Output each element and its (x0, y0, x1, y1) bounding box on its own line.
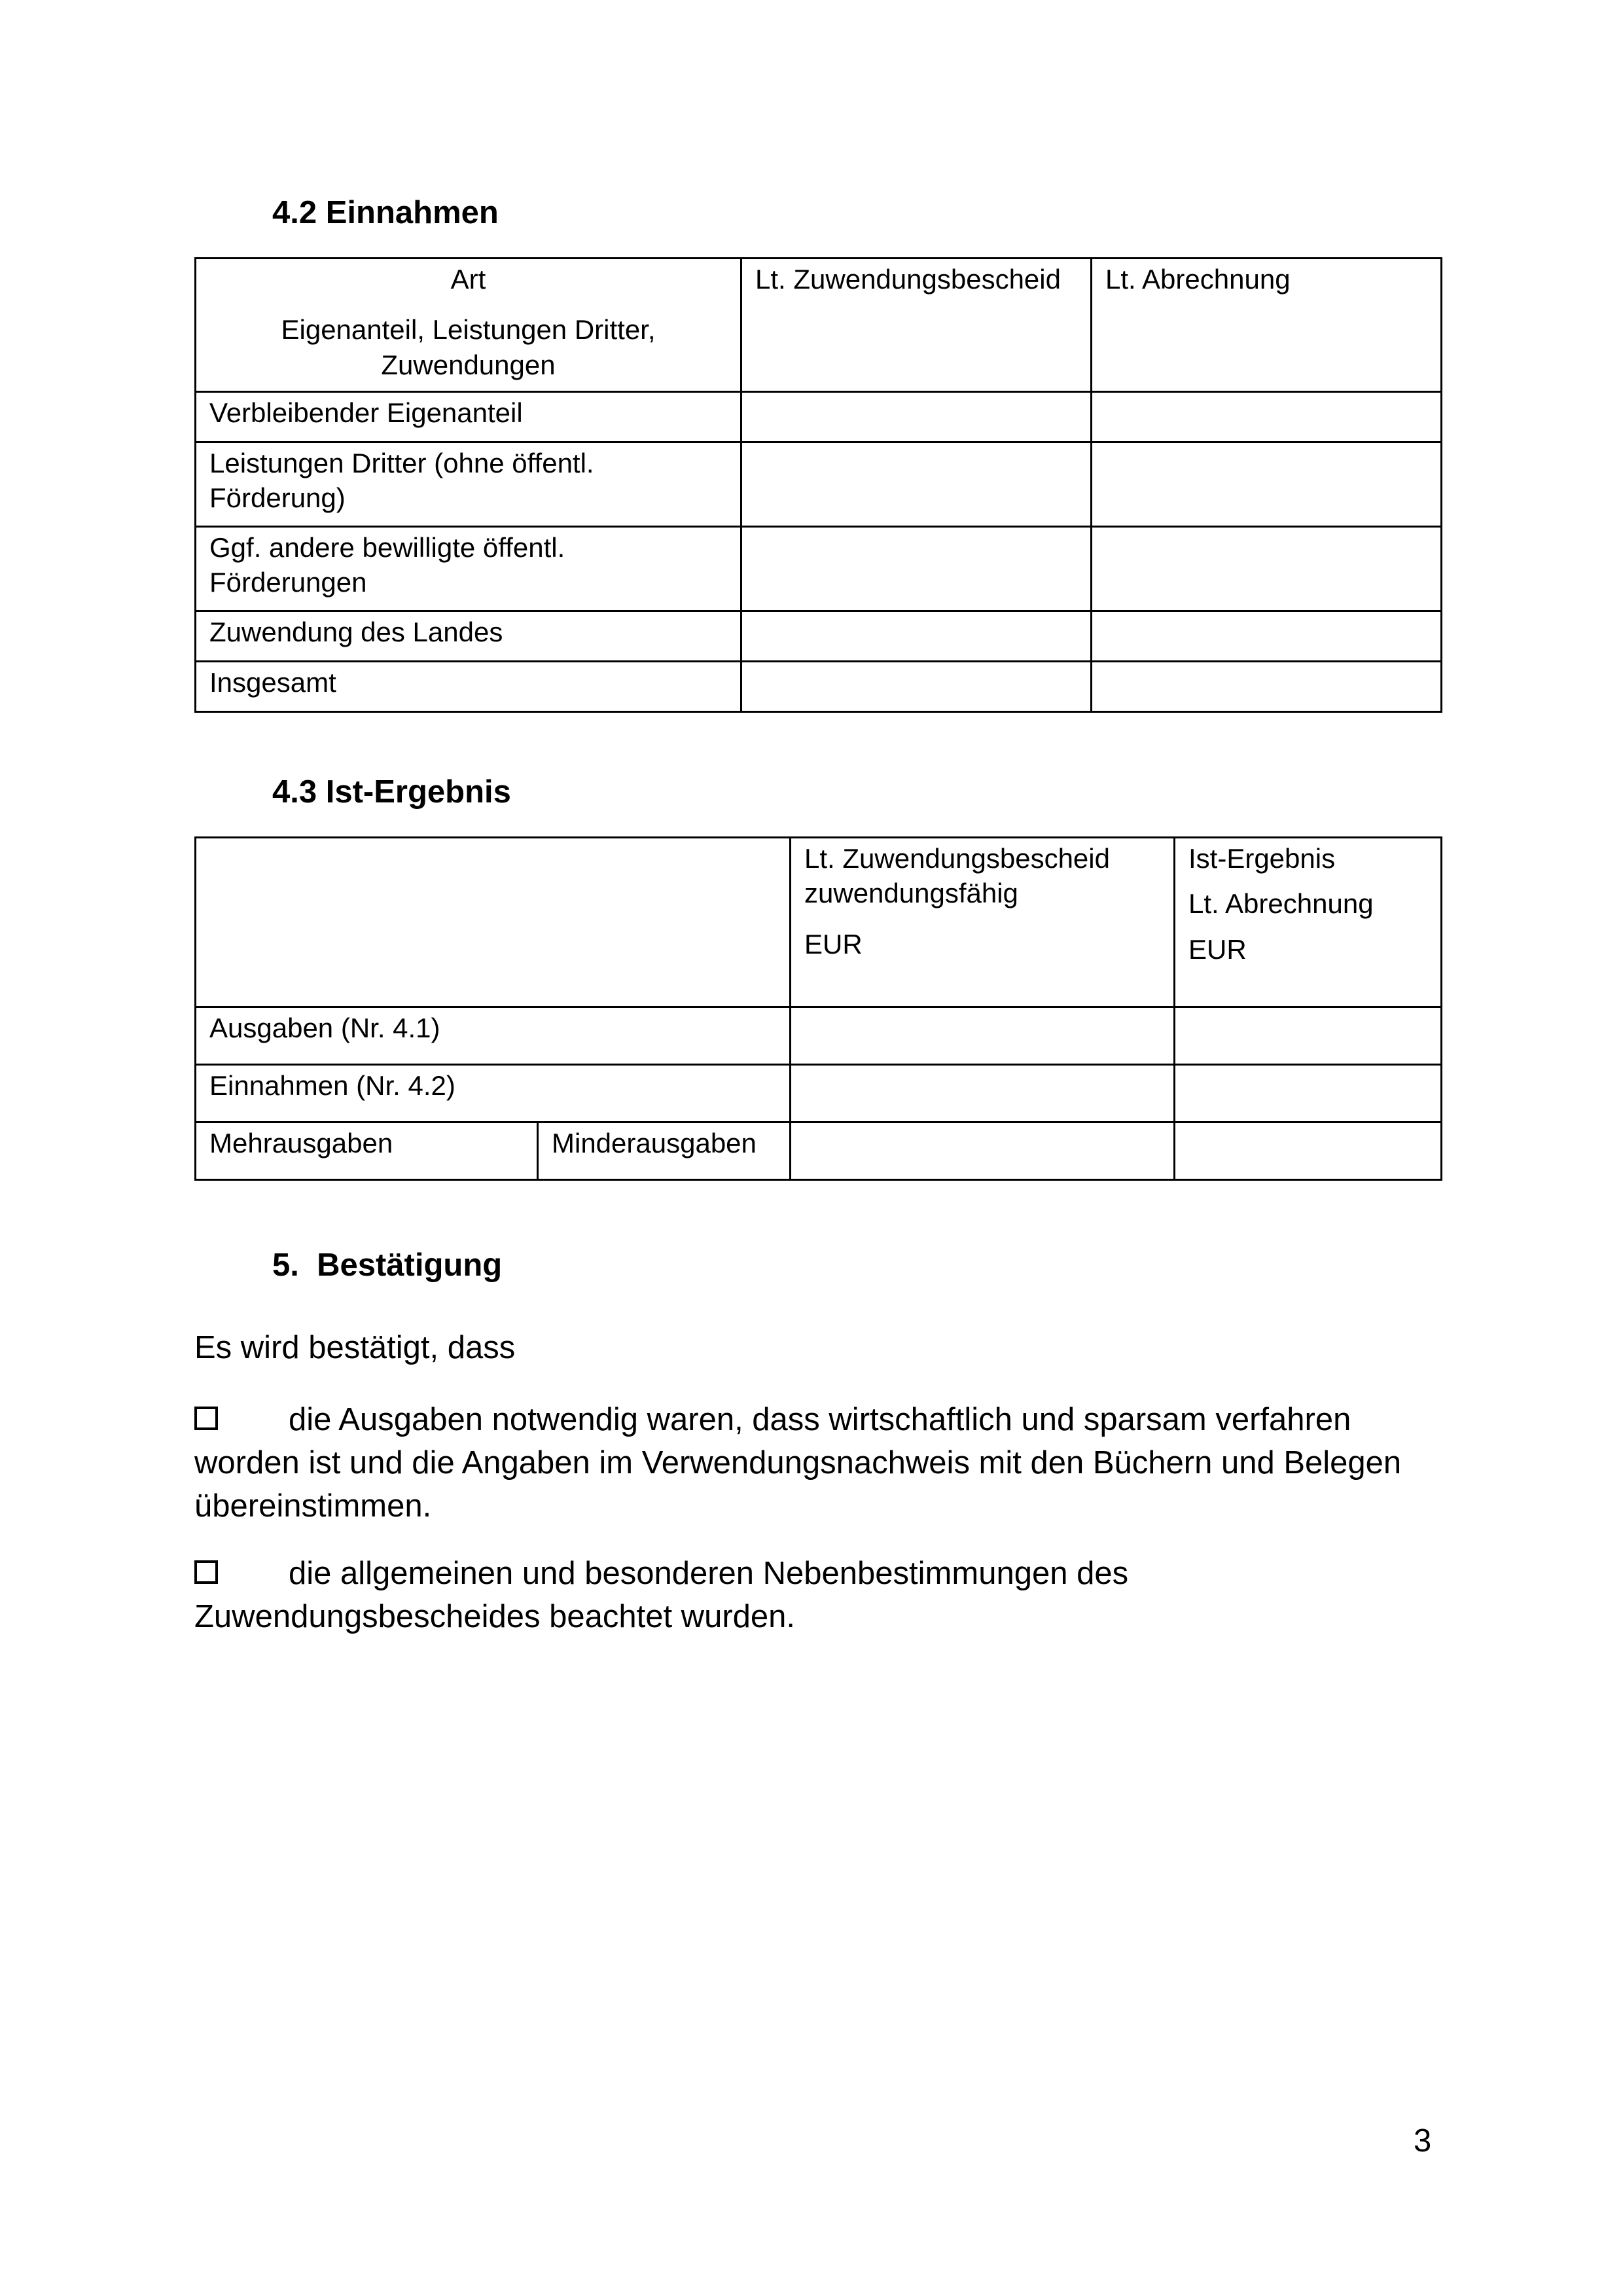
section-heading-bestaetigung: 5. Bestätigung (272, 1247, 503, 1283)
ist-header-bescheid (791, 838, 1175, 1007)
ist-line1: Ist-Ergebnis (1188, 843, 1336, 874)
einnahmen-header-row (196, 259, 1442, 392)
bescheid-line1: Lt. Zuwendungsbescheid (804, 843, 1110, 874)
row-label-mehrausgaben: Mehrausgaben (196, 1122, 538, 1180)
input-cell-bescheid[interactable] (741, 442, 1092, 527)
confirmation-intro: Es wird bestätigt, dass (194, 1330, 516, 1365)
ist-header-ist (1175, 838, 1442, 1007)
bescheid-line2: zuwendungsfähig (804, 878, 1018, 909)
einnahmen-header-art (196, 259, 741, 392)
section-heading-ist-ergebnis: 4.3 Ist-Ergebnis (272, 774, 511, 810)
input-cell-ist[interactable] (1175, 1122, 1442, 1180)
input-cell-abrechnung[interactable] (1092, 611, 1442, 662)
table-row (196, 611, 1442, 662)
header-art-subtitle: Eigenanteil, Leistungen Dritter, Zuwendungen (281, 314, 656, 380)
header-art-label: Art (450, 264, 486, 295)
row-label: Verbleibender Eigenanteil (196, 392, 741, 442)
confirmation-item (194, 1398, 1451, 1528)
input-cell-abrechnung[interactable] (1092, 662, 1442, 712)
input-cell-bescheid[interactable] (791, 1065, 1175, 1122)
row-label: Zuwendung des Landes (196, 611, 741, 662)
bescheid-unit: EUR (804, 928, 863, 960)
table-row (196, 662, 1442, 712)
table-row (196, 527, 1442, 611)
table-row (196, 392, 1442, 442)
einnahmen-table (194, 257, 1442, 713)
input-cell-bescheid[interactable] (741, 392, 1092, 442)
input-cell-abrechnung[interactable] (1092, 527, 1442, 611)
input-cell-abrechnung[interactable] (1092, 392, 1442, 442)
table-row (196, 442, 1442, 527)
ist-line2: Lt. Abrechnung (1188, 888, 1374, 920)
table-row (196, 1122, 1442, 1180)
row-label-minderausgaben: Minderausgaben (538, 1122, 791, 1180)
section-heading-einnahmen: 4.2 Einnahmen (272, 195, 499, 230)
header-col-bescheid: Lt. Zuwendungsbescheid (741, 259, 1092, 392)
confirmation-item-text: die Ausgaben notwendig waren, dass wirtschaftlich und sparsam verfahren worden ist und die Angaben im Verwendungsnachweis mit den Büchern und Belegen übereinstimmen. (194, 1402, 1402, 1524)
ist-header-empty (196, 838, 791, 1007)
input-cell-bescheid[interactable] (791, 1122, 1175, 1180)
confirmation-item-text: die allgemeinen und besonderen Nebenbestimmungen des Zuwendungsbescheides beachtet wurden. (194, 1556, 1129, 1634)
row-label: Insgesamt (196, 662, 741, 712)
input-cell-ist[interactable] (1175, 1065, 1442, 1122)
ist-ergebnis-table (194, 836, 1442, 1181)
row-label-einnahmen: Einnahmen (Nr. 4.2) (196, 1065, 791, 1122)
row-label: Leistungen Dritter (ohne öffentl. Förderung) (196, 442, 741, 527)
confirmation-item (194, 1552, 1451, 1638)
ist-unit: EUR (1188, 933, 1247, 965)
input-cell-ist[interactable] (1175, 1007, 1442, 1065)
table-row (196, 1065, 1442, 1122)
row-label: Ggf. andere bewilligte öffentl. Förderungen (196, 527, 741, 611)
row-label-ausgaben: Ausgaben (Nr. 4.1) (196, 1007, 791, 1065)
input-cell-bescheid[interactable] (741, 527, 1092, 611)
checkbox-nebenbestimmungen[interactable] (194, 1560, 218, 1584)
checkbox-ausgaben[interactable] (194, 1407, 218, 1430)
input-cell-bescheid[interactable] (791, 1007, 1175, 1065)
page-number: 3 (1414, 2123, 1432, 2159)
table-row (196, 1007, 1442, 1065)
header-col-abrechnung: Lt. Abrechnung (1092, 259, 1442, 392)
input-cell-bescheid[interactable] (741, 611, 1092, 662)
input-cell-bescheid[interactable] (741, 662, 1092, 712)
ist-header-row (196, 838, 1442, 1007)
input-cell-abrechnung[interactable] (1092, 442, 1442, 527)
